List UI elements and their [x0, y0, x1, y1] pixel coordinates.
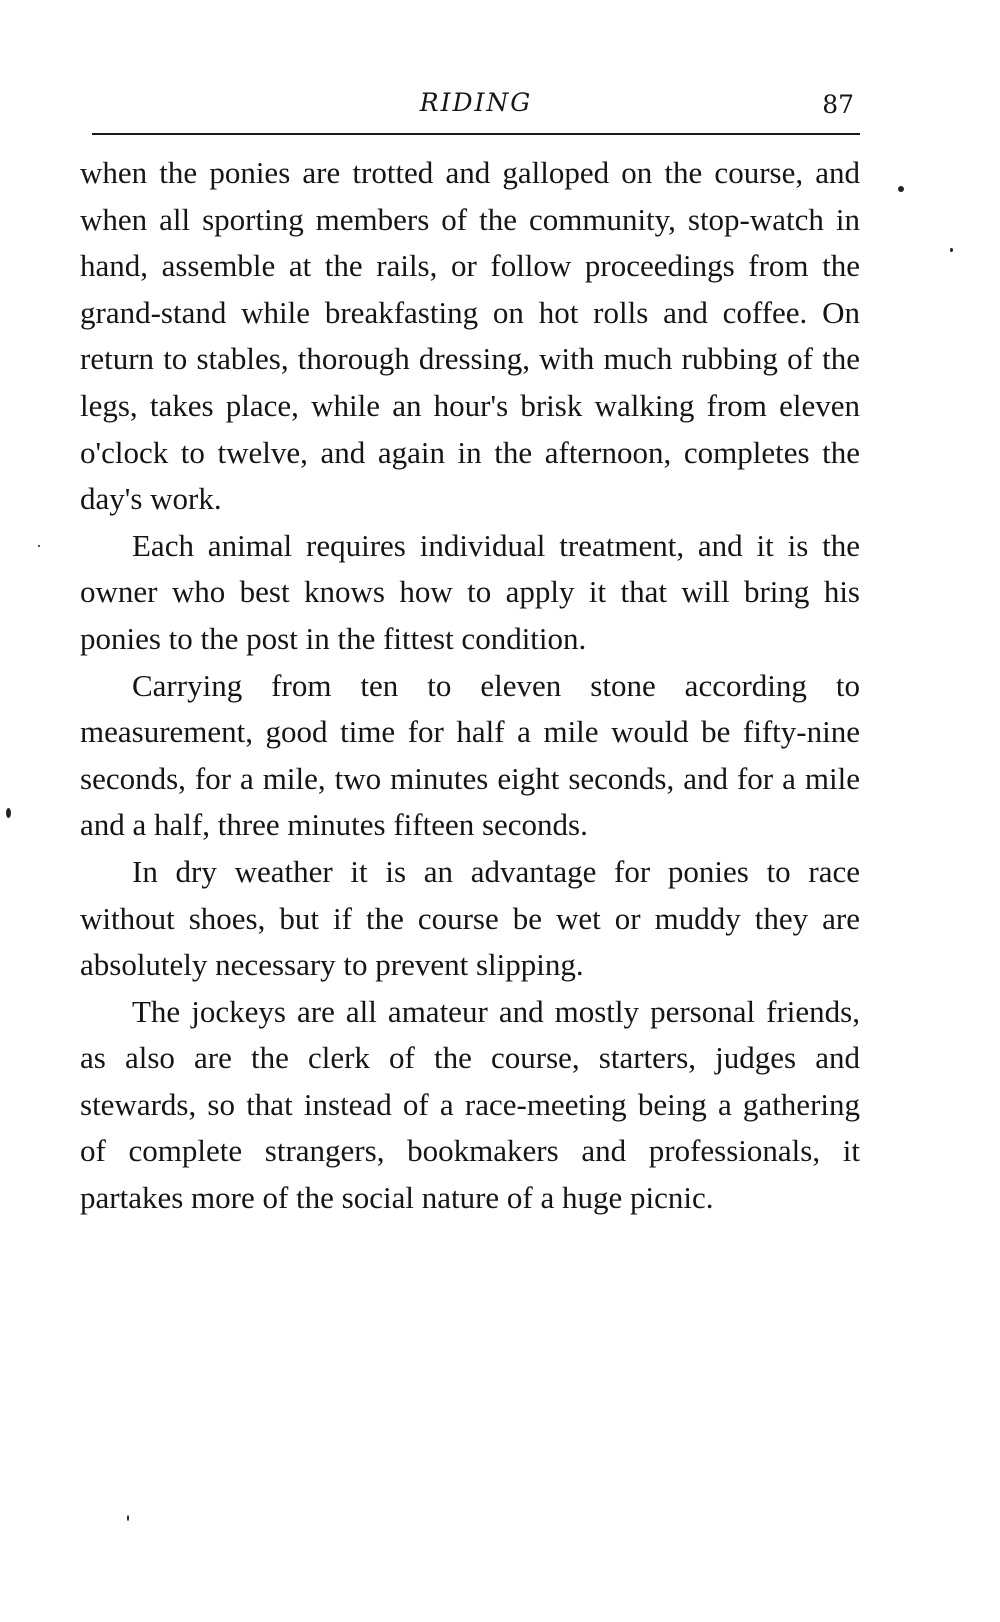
paragraph-4: In dry weather it is an advantage for ponies to race without shoes, but if the course be wet or muddy they are absolutely necessary to prevent slipping. [80, 853, 860, 983]
scan-speck [6, 808, 11, 818]
paragraph-3: Carrying from ten to eleven stone according to measurement, good time for half a mile would be fifty-nine seconds, for a mile, two minutes eight seconds, and for a mile and a half, three minutes fifteen seconds. [80, 667, 860, 843]
running-head-title: RIDING [419, 88, 533, 117]
scan-speck [38, 545, 40, 547]
header-rule [92, 133, 860, 135]
paragraph-2: Each animal requires individual treatment, and it is the owner who best knows how to apply it that will bring his ponies to the post in the fittest condition. [80, 527, 860, 656]
scan-speck [127, 1515, 129, 1521]
paragraph-5: The jockeys are all amateur and mostly personal friends, as also are the clerk of the course, starters, judges and stewards, so that instead of a race-meeting being a gathering of complete strangers, bookmakers and professionals, it partakes more of the social nature of a huge picnic. [80, 993, 860, 1216]
scan-speck [898, 186, 904, 192]
scan-speck [950, 248, 953, 252]
running-head [92, 88, 860, 128]
page-number: 87 [822, 90, 854, 119]
paragraph-1: when the ponies are trotted and galloped on the course, and when all sporting members of the community, stop-watch in hand, assemble at the rails, or follow proceedings from the grand-stand while breakfasting on hot rolls and coffee. On return to stables, thorough dressing, with much rubbing of the legs, takes place, while an hour's brisk walking from eleven o'clock to twelve, and again in the afternoon, completes the day's work. [80, 155, 860, 517]
body-text [80, 150, 860, 1222]
